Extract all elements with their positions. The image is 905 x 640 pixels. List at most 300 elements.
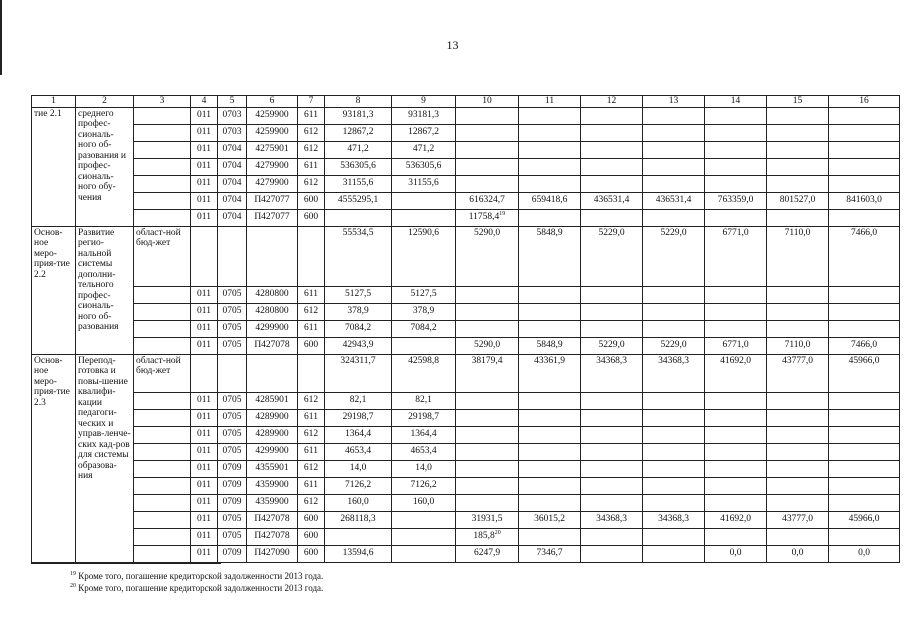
table-cell: 7466,0 — [829, 226, 900, 286]
table-cell: 4355901 — [247, 460, 298, 477]
table-cell: 011 — [191, 528, 218, 545]
table-cell — [456, 286, 519, 303]
table-cell: 612 — [298, 426, 325, 443]
table-cell: 471,2 — [392, 141, 456, 158]
table-cell: 11758,4$^{19}$ — [456, 209, 519, 226]
table-cell — [829, 409, 900, 426]
table-cell — [643, 141, 705, 158]
table-cell: 378,9 — [392, 303, 456, 320]
table-cell: 612 — [298, 460, 325, 477]
table-cell: 5848,9 — [519, 337, 581, 354]
table-cell — [456, 426, 519, 443]
table-cell: 36015,2 — [519, 511, 581, 528]
table-cell — [767, 320, 829, 337]
footnote-item — [70, 570, 323, 582]
table-cell: П427090 — [247, 545, 298, 562]
footnote-item — [70, 582, 323, 594]
table-cell: 5229,0 — [643, 226, 705, 286]
table-cell: 42943,9 — [325, 337, 392, 354]
table-cell: П427078 — [247, 511, 298, 528]
table-cell — [705, 286, 767, 303]
table-cell: 612 — [298, 141, 325, 158]
footnote-text: Кроме того, погашение кредиторской задолженности 2013 года. — [76, 583, 324, 593]
table-cell: 4280800 — [247, 286, 298, 303]
table-cell — [643, 175, 705, 192]
table-cell: 471,2 — [325, 141, 392, 158]
table-cell: 011 — [191, 392, 218, 409]
table-cell: 011 — [191, 303, 218, 320]
table-cell — [643, 460, 705, 477]
table-cell: 4280800 — [247, 303, 298, 320]
table-cell — [519, 107, 581, 124]
table-cell — [767, 107, 829, 124]
footnotes — [70, 570, 323, 594]
table-row — [32, 226, 900, 286]
table-cell: 1364,4 — [325, 426, 392, 443]
event-name-cell: среднего профес-сиональ-ного об-разования и профес-сиональ-ного обу-чения — [76, 107, 134, 226]
table-cell — [456, 460, 519, 477]
table-cell — [705, 477, 767, 494]
table-cell: 5848,9 — [519, 226, 581, 286]
event-label-cell: Основ-ное меро-прия-тие 2.2 — [32, 226, 76, 354]
table-row — [32, 545, 900, 562]
table-cell — [643, 545, 705, 562]
table-cell: 612 — [298, 303, 325, 320]
table-cell — [581, 477, 643, 494]
table-cell: 611 — [298, 286, 325, 303]
table-cell — [456, 303, 519, 320]
table-cell: 4359900 — [247, 494, 298, 511]
table-cell — [519, 124, 581, 141]
column-header-12: 12 — [581, 96, 643, 108]
table-cell: 31931,5 — [456, 511, 519, 528]
source-cell — [134, 511, 191, 528]
source-cell — [134, 209, 191, 226]
table-cell: 612 — [298, 175, 325, 192]
table-cell: 011 — [191, 209, 218, 226]
column-header-11: 11 — [519, 96, 581, 108]
table-cell: 0709 — [218, 477, 247, 494]
table-cell: 5229,0 — [643, 337, 705, 354]
table-cell — [456, 477, 519, 494]
table-row — [32, 192, 900, 209]
table-cell: 5127,5 — [392, 286, 456, 303]
table-cell — [767, 175, 829, 192]
table-cell — [392, 511, 456, 528]
footnote-mark: 20 — [70, 583, 76, 589]
table-cell: 34368,3 — [643, 511, 705, 528]
source-cell — [134, 545, 191, 562]
table-cell — [581, 175, 643, 192]
source-cell — [134, 286, 191, 303]
table-cell: 763359,0 — [705, 192, 767, 209]
table-cell: 160,0 — [392, 494, 456, 511]
footnote-text: Кроме того, погашение кредиторской задолженности 2013 года. — [76, 571, 324, 581]
table-cell: 1364,4 — [392, 426, 456, 443]
table-cell: П427078 — [247, 337, 298, 354]
event-label-cell: Основ-ное меро-прия-тие 2.3 — [32, 354, 76, 562]
table-cell — [581, 107, 643, 124]
table-cell: 41692,0 — [705, 354, 767, 392]
table-cell: 4289900 — [247, 409, 298, 426]
table-cell — [767, 443, 829, 460]
table-cell — [829, 209, 900, 226]
table-cell — [767, 426, 829, 443]
table-cell: 011 — [191, 124, 218, 141]
table-cell: 659418,6 — [519, 192, 581, 209]
table-cell: 612 — [298, 494, 325, 511]
table-cell — [705, 158, 767, 175]
table-cell — [643, 409, 705, 426]
table-cell: 378,9 — [325, 303, 392, 320]
table-row — [32, 354, 900, 392]
table-cell — [247, 226, 298, 286]
table-cell: 7126,2 — [392, 477, 456, 494]
table-cell: 0705 — [218, 409, 247, 426]
table-cell — [767, 286, 829, 303]
footnote-mark: 19 — [499, 211, 506, 218]
table-cell: 0709 — [218, 494, 247, 511]
table-cell: 011 — [191, 545, 218, 562]
table-cell: 0709 — [218, 460, 247, 477]
table-cell — [767, 409, 829, 426]
table-cell — [581, 494, 643, 511]
source-cell — [134, 477, 191, 494]
source-cell — [134, 141, 191, 158]
table-cell: 0704 — [218, 158, 247, 175]
column-header-9: 9 — [392, 96, 456, 108]
table-cell: 0709 — [218, 545, 247, 562]
table-cell: 14,0 — [392, 460, 456, 477]
table-cell: 55534,5 — [325, 226, 392, 286]
table-row — [32, 528, 900, 545]
table-cell: 611 — [298, 443, 325, 460]
table-cell — [519, 477, 581, 494]
table-cell — [392, 192, 456, 209]
table-cell: 011 — [191, 460, 218, 477]
table-cell: 12867,2 — [392, 124, 456, 141]
column-header-10: 10 — [456, 96, 519, 108]
table-cell — [705, 494, 767, 511]
table-cell — [705, 107, 767, 124]
table-cell: 611 — [298, 409, 325, 426]
table-cell: 4653,4 — [392, 443, 456, 460]
table-cell — [456, 320, 519, 337]
table-cell — [829, 175, 900, 192]
table-cell — [247, 354, 298, 392]
table-cell — [705, 303, 767, 320]
table-cell: 268118,3 — [325, 511, 392, 528]
source-cell — [134, 320, 191, 337]
table-cell — [581, 303, 643, 320]
table-cell — [705, 320, 767, 337]
table-cell — [456, 124, 519, 141]
table-cell: 0,0 — [767, 545, 829, 562]
table-cell: 4279900 — [247, 158, 298, 175]
table-cell: 160,0 — [325, 494, 392, 511]
table-cell — [829, 528, 900, 545]
table-cell: 0705 — [218, 303, 247, 320]
column-header-3: 3 — [134, 96, 191, 108]
source-cell — [134, 528, 191, 545]
table-row — [32, 303, 900, 320]
table-cell — [643, 320, 705, 337]
table-cell: 38179,4 — [456, 354, 519, 392]
source-cell — [134, 303, 191, 320]
table-cell: 616324,7 — [456, 192, 519, 209]
table-cell — [218, 354, 247, 392]
table-cell — [705, 209, 767, 226]
table-cell — [581, 124, 643, 141]
table-cell: 7346,7 — [519, 545, 581, 562]
footnote-mark: 19 — [70, 571, 76, 577]
footnote-mark: 20 — [494, 530, 501, 537]
table-cell: 0703 — [218, 107, 247, 124]
table-cell: 7110,0 — [767, 337, 829, 354]
table-cell: 42598,8 — [392, 354, 456, 392]
table-cell — [705, 124, 767, 141]
table-row — [32, 494, 900, 511]
table-cell — [456, 443, 519, 460]
table-cell: 31155,6 — [325, 175, 392, 192]
table-cell — [767, 124, 829, 141]
source-cell — [134, 409, 191, 426]
source-cell — [134, 175, 191, 192]
table-cell — [829, 303, 900, 320]
table-cell — [643, 124, 705, 141]
table-cell: 0704 — [218, 209, 247, 226]
table-cell — [392, 337, 456, 354]
table-cell — [829, 477, 900, 494]
table-cell: 0,0 — [829, 545, 900, 562]
source-cell — [134, 337, 191, 354]
table-row — [32, 392, 900, 409]
table-cell — [829, 392, 900, 409]
table-cell: 185,8$^{20}$ — [456, 528, 519, 545]
table-cell — [191, 226, 218, 286]
table-cell: 0704 — [218, 175, 247, 192]
source-cell — [134, 192, 191, 209]
table-cell: 612 — [298, 392, 325, 409]
table-cell — [643, 426, 705, 443]
table-cell — [581, 209, 643, 226]
table-cell — [767, 494, 829, 511]
table-cell: 4275901 — [247, 141, 298, 158]
table-cell — [325, 528, 392, 545]
table-cell: 4285901 — [247, 392, 298, 409]
table-cell: 13594,6 — [325, 545, 392, 562]
table-cell: 0704 — [218, 141, 247, 158]
table-cell: 011 — [191, 158, 218, 175]
table-cell: 93181,3 — [392, 107, 456, 124]
table-body — [32, 107, 900, 562]
source-cell — [134, 158, 191, 175]
table-cell — [767, 209, 829, 226]
table-row — [32, 426, 900, 443]
table-cell — [643, 107, 705, 124]
table-cell: 0705 — [218, 286, 247, 303]
table-cell: 011 — [191, 409, 218, 426]
table-cell: 4555295,1 — [325, 192, 392, 209]
table-row — [32, 107, 900, 124]
table-cell — [392, 528, 456, 545]
table-cell — [767, 528, 829, 545]
table-cell: 011 — [191, 337, 218, 354]
table-cell: 0705 — [218, 337, 247, 354]
table-cell — [519, 409, 581, 426]
table-cell — [456, 409, 519, 426]
page-number: 13 — [446, 38, 459, 52]
column-header-13: 13 — [643, 96, 705, 108]
table-cell — [519, 141, 581, 158]
table-cell — [643, 477, 705, 494]
table-cell: 5127,5 — [325, 286, 392, 303]
table-cell — [519, 286, 581, 303]
table-cell — [519, 426, 581, 443]
table-cell — [392, 545, 456, 562]
budget-table — [31, 95, 900, 563]
source-cell — [134, 460, 191, 477]
column-header-8: 8 — [325, 96, 392, 108]
table-cell — [705, 528, 767, 545]
table-cell: 011 — [191, 426, 218, 443]
table-cell — [643, 286, 705, 303]
table-cell: 011 — [191, 286, 218, 303]
table-cell: 011 — [191, 141, 218, 158]
table-cell — [581, 528, 643, 545]
table-cell: 12590,6 — [392, 226, 456, 286]
table-cell — [581, 392, 643, 409]
table-row — [32, 158, 900, 175]
table-cell: 31155,6 — [392, 175, 456, 192]
table-cell: 612 — [298, 124, 325, 141]
table-cell — [519, 443, 581, 460]
table-cell: 0705 — [218, 426, 247, 443]
event-label-cell: тие 2.1 — [32, 107, 76, 226]
column-header-14: 14 — [705, 96, 767, 108]
table-cell — [456, 107, 519, 124]
table-cell: 5229,0 — [581, 337, 643, 354]
table-cell: 0705 — [218, 528, 247, 545]
table-cell: 34368,3 — [581, 511, 643, 528]
table-cell — [705, 426, 767, 443]
table-cell — [767, 303, 829, 320]
table-cell: 4653,4 — [325, 443, 392, 460]
table-cell — [519, 209, 581, 226]
table-cell: 4299900 — [247, 320, 298, 337]
table-cell: 45966,0 — [829, 354, 900, 392]
table-cell: 5290,0 — [456, 226, 519, 286]
table-cell — [829, 443, 900, 460]
table-cell — [829, 158, 900, 175]
table-cell: 41692,0 — [705, 511, 767, 528]
table-cell — [643, 303, 705, 320]
table-row — [32, 477, 900, 494]
table-cell — [218, 226, 247, 286]
table-cell: П427078 — [247, 528, 298, 545]
table-cell — [298, 226, 325, 286]
table-cell — [581, 141, 643, 158]
table-cell — [456, 158, 519, 175]
column-header-6: 6 — [247, 96, 298, 108]
table-cell — [829, 426, 900, 443]
table-cell: 7110,0 — [767, 226, 829, 286]
table-cell: П427077 — [247, 192, 298, 209]
table-cell — [456, 392, 519, 409]
table-cell: 011 — [191, 320, 218, 337]
table-cell: 011 — [191, 107, 218, 124]
table-cell — [519, 460, 581, 477]
table-cell: 5290,0 — [456, 337, 519, 354]
table-cell: 4259900 — [247, 124, 298, 141]
table-cell — [829, 286, 900, 303]
table-cell: 436531,4 — [643, 192, 705, 209]
table-cell: 611 — [298, 158, 325, 175]
table-cell — [643, 158, 705, 175]
table-cell — [829, 494, 900, 511]
table-cell — [705, 175, 767, 192]
table-cell — [643, 528, 705, 545]
table-cell: 611 — [298, 320, 325, 337]
table-cell — [643, 443, 705, 460]
table-cell — [456, 494, 519, 511]
table-cell — [581, 320, 643, 337]
table-row — [32, 443, 900, 460]
table-cell — [456, 175, 519, 192]
table-cell: 4289900 — [247, 426, 298, 443]
table-cell: 600 — [298, 545, 325, 562]
table-cell: 0705 — [218, 511, 247, 528]
table-cell — [581, 426, 643, 443]
table-cell: 7084,2 — [392, 320, 456, 337]
table-cell: 0703 — [218, 124, 247, 141]
table-cell: 011 — [191, 443, 218, 460]
table-cell: 611 — [298, 477, 325, 494]
table-cell: 436531,4 — [581, 192, 643, 209]
table-cell: 841603,0 — [829, 192, 900, 209]
column-header-15: 15 — [767, 96, 829, 108]
column-header-2: 2 — [76, 96, 134, 108]
table-cell — [829, 107, 900, 124]
table-cell: 43777,0 — [767, 354, 829, 392]
column-header-7: 7 — [298, 96, 325, 108]
table-row — [32, 409, 900, 426]
table-cell: 536305,6 — [392, 158, 456, 175]
table-row — [32, 337, 900, 354]
table-cell: 600 — [298, 192, 325, 209]
header-row — [32, 96, 900, 108]
table-cell: 536305,6 — [325, 158, 392, 175]
table-cell: 611 — [298, 107, 325, 124]
table-cell: 5229,0 — [581, 226, 643, 286]
table-cell — [392, 209, 456, 226]
table-cell — [829, 460, 900, 477]
table-cell: 12867,2 — [325, 124, 392, 141]
table-row — [32, 141, 900, 158]
table-cell: 7126,2 — [325, 477, 392, 494]
table-cell: 6247,9 — [456, 545, 519, 562]
table-cell — [705, 409, 767, 426]
table-cell: 0705 — [218, 443, 247, 460]
table-row — [32, 511, 900, 528]
table-cell: 801527,0 — [767, 192, 829, 209]
table-cell — [643, 392, 705, 409]
source-cell — [134, 426, 191, 443]
table-cell — [519, 175, 581, 192]
table-cell: 29198,7 — [325, 409, 392, 426]
table-cell: 600 — [298, 528, 325, 545]
column-header-4: 4 — [191, 96, 218, 108]
